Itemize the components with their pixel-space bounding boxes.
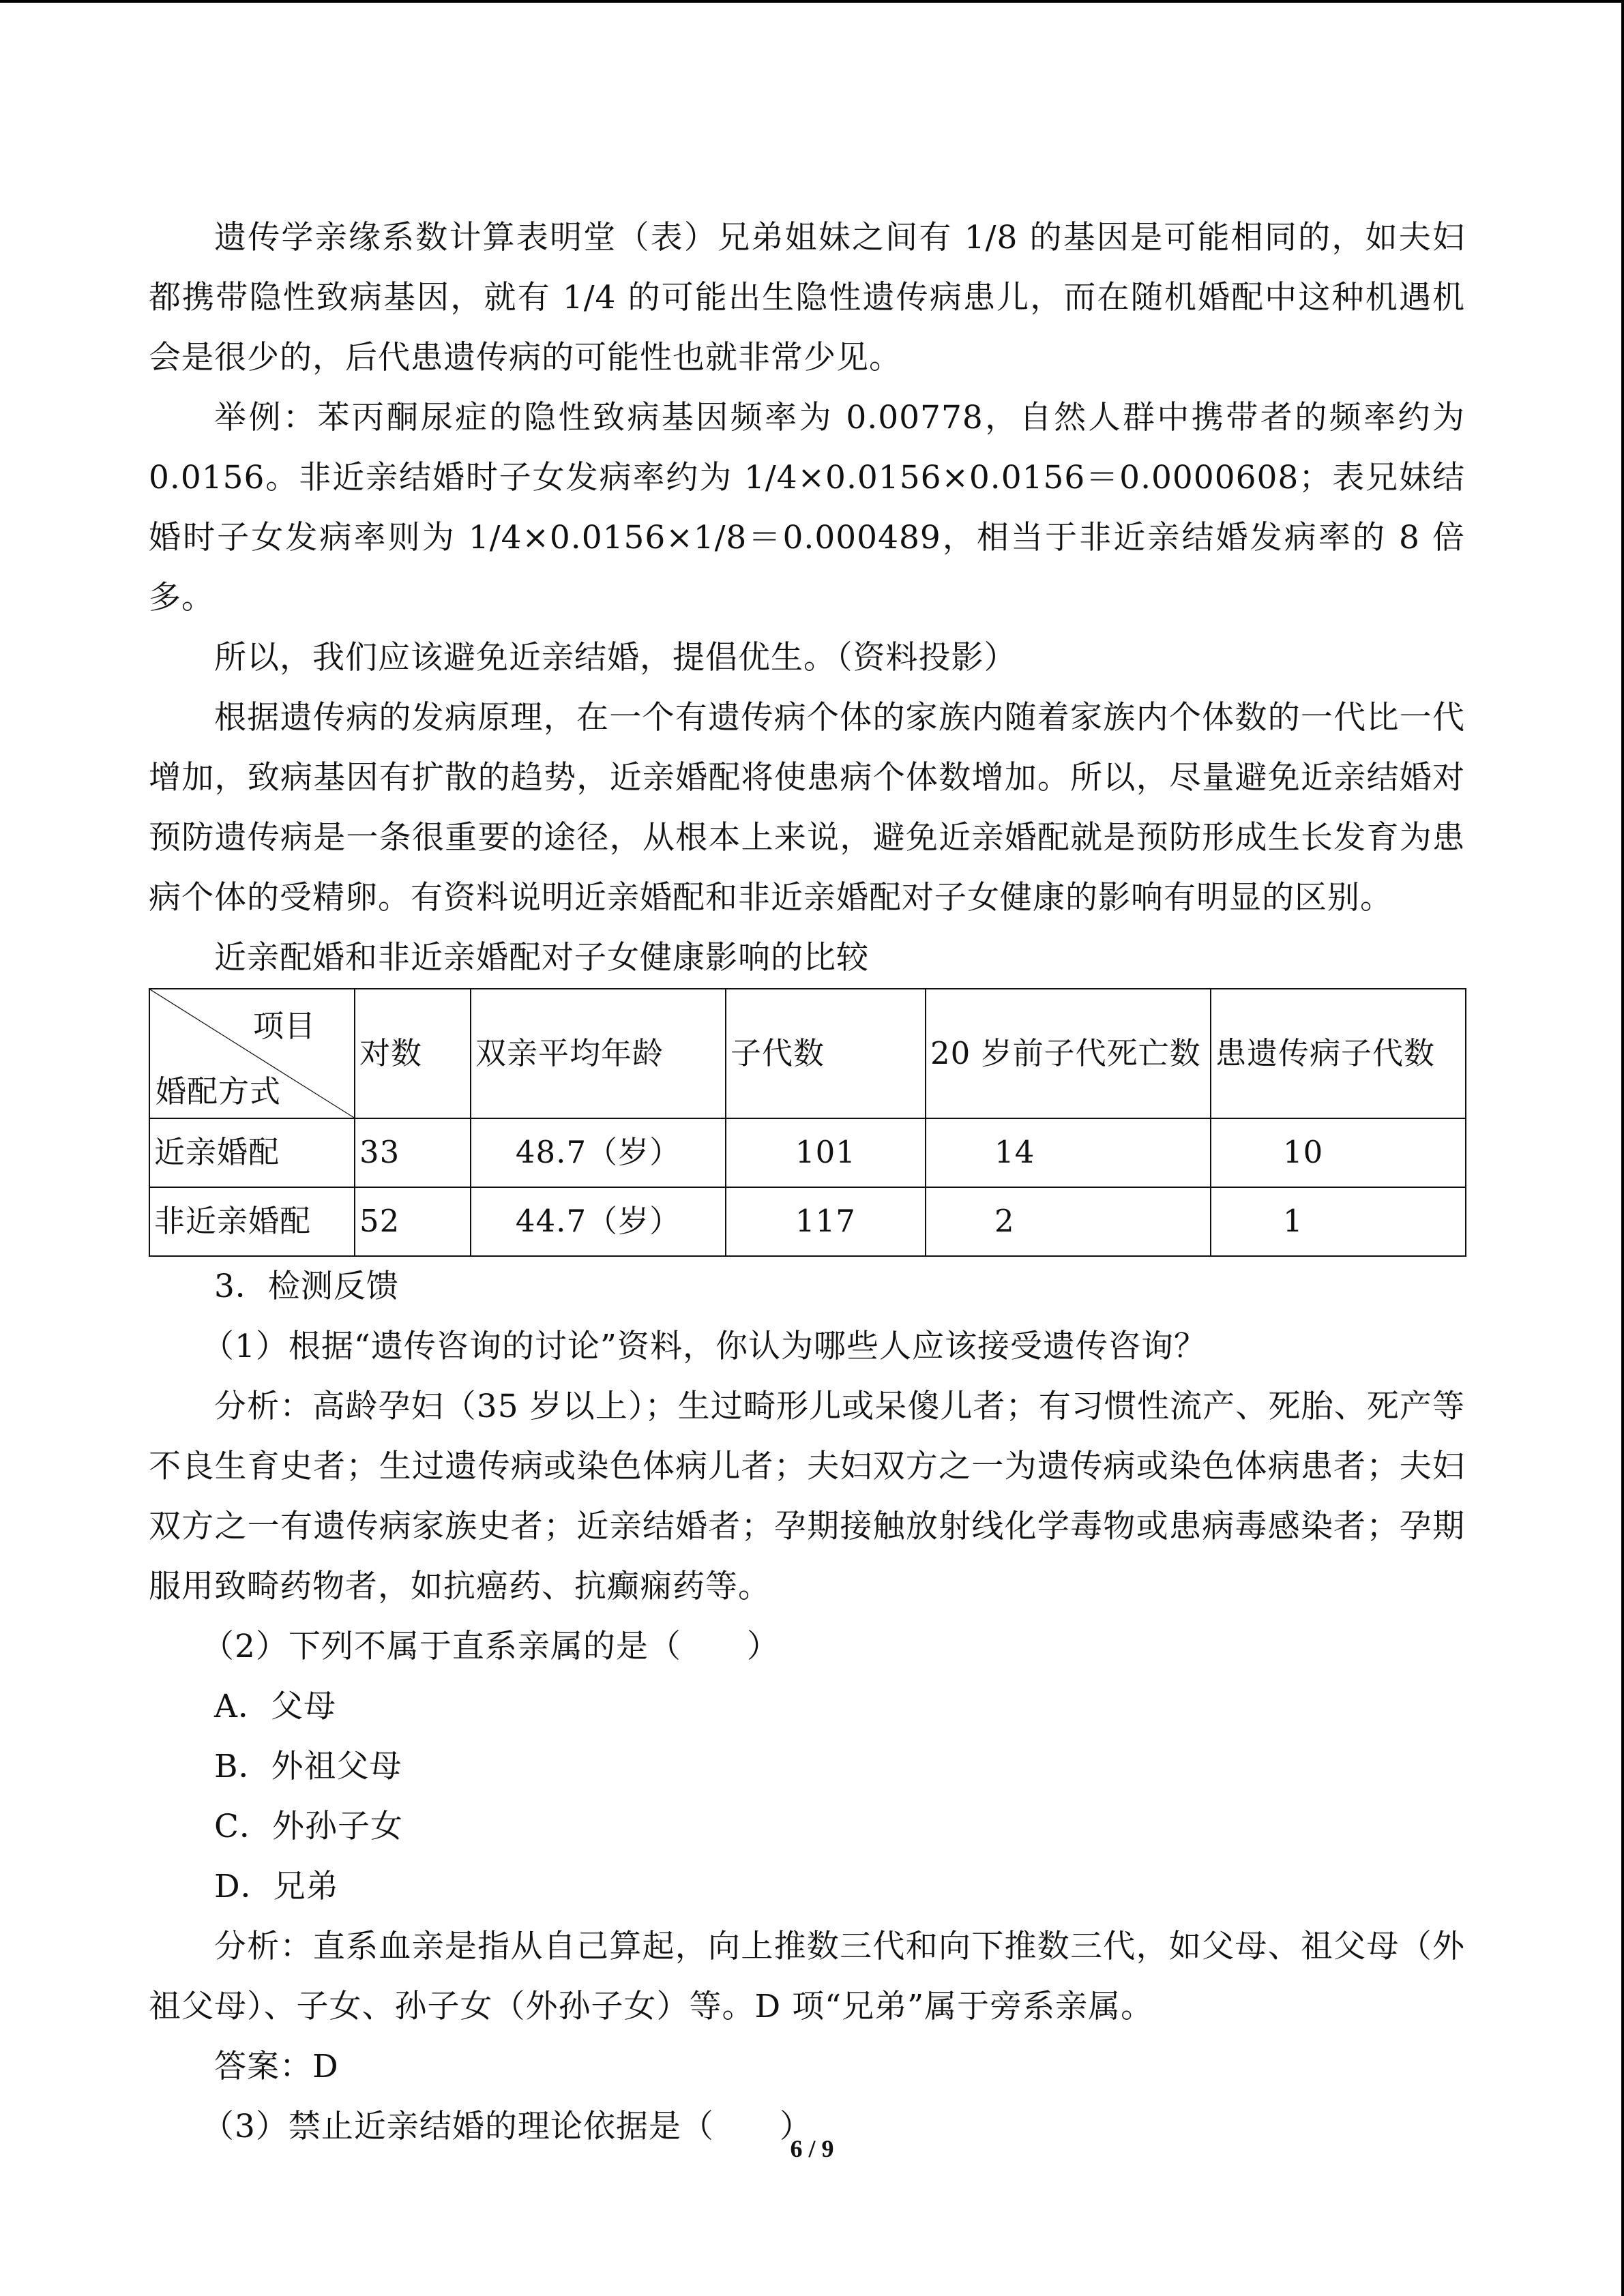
cell-disease: 10 (1211, 1118, 1466, 1187)
table-header-row (149, 989, 1466, 1118)
question-3: （3）禁止近亲结婚的理论依据是（ ） (202, 2108, 812, 2145)
cell-deaths: 2 (926, 1187, 1211, 1256)
cell-parent-age: 48.7（岁） (471, 1118, 726, 1187)
table-corner-cell (149, 989, 355, 1118)
header-pairs: 对数 (355, 989, 471, 1118)
cell-deaths: 14 (926, 1118, 1211, 1187)
corner-label-marriage-type: 婚配方式 (156, 1073, 282, 1109)
paragraph-kinship-coefficient: 遗传学亲缘系数计算表明堂（表）兄弟姐妹之间有 1/8 的基因是可能相同的，如夫妇都携带隐性致病基因，就有 1/4 的可能出生隐性遗传病患儿，而在随机婚配中这种机遇机会是很少的，后代患遗传病的可能性也就非常少见。 (149, 219, 1465, 376)
header-offspring: 子代数 (726, 989, 926, 1118)
header-genetic-disease: 患遗传病子代数 (1211, 989, 1466, 1118)
page-border-top (0, 0, 1624, 3)
corner-label-item: 项目 (252, 1008, 316, 1044)
cell-pairs: 33 (355, 1118, 471, 1187)
page-content (149, 208, 1465, 2157)
paragraph-disease-principle: 根据遗传病的发病原理，在一个有遗传病个体的家族内随着家族内个体数的一代比一代增加，致病基因有扩散的趋势，近亲婚配将使患病个体数增加。所以，尽量避免近亲结婚对预防遗传病是一条很重要的途径，从根本上来说，避免近亲婚配就是预防形成生长发育为患病个体的受精卵。有资料说明近亲婚配和非近亲婚配对子女健康的影响有明显的区别。 (149, 699, 1465, 916)
row-label: 近亲婚配 (149, 1118, 355, 1187)
option-b: B．外祖父母 (214, 1748, 402, 1785)
table-row (149, 1118, 1466, 1187)
header-deaths-before-20: 20 岁前子代死亡数 (926, 989, 1211, 1118)
question-2-answer: 答案：D (214, 2048, 339, 2085)
question-1-analysis: 分析：高龄孕妇（35 岁以上）；生过畸形儿或呆傻儿者；有习惯性流产、死胎、死产等不良生育史者；生过遗传病或染色体病儿者；夫妇双方之一为遗传病或染色体病患者；夫妇双方之一有遗传病家族史者；近亲结婚者；孕期接触放射线化学毒物或患病毒感染者；孕期服用致畸药物者，如抗癌药、抗癫痫药等。 (149, 1388, 1465, 1605)
table-row (149, 1187, 1466, 1256)
option-c: C．外孙子女 (214, 1808, 403, 1845)
cell-pairs: 52 (355, 1187, 471, 1256)
cell-parent-age: 44.7（岁） (471, 1187, 726, 1256)
row-label: 非近亲婚配 (149, 1187, 355, 1256)
cell-offspring: 101 (726, 1118, 926, 1187)
option-d: D．兄弟 (214, 1868, 339, 1905)
cell-disease: 1 (1211, 1187, 1466, 1256)
cell-offspring: 117 (726, 1187, 926, 1256)
paragraph-pku-example: 举例：苯丙酮尿症的隐性致病基因频率为 0.00778，自然人群中携带者的频率约为 0.0156。非近亲结婚时子女发病率约为 1/4×0.0156×0.0156＝0.0000608；表兄妹结婚时子女发病率则为 1/4×0.0156×1/8＝0.000489，相当于非近亲结婚发病率的 8 倍多。 (149, 399, 1465, 616)
header-parent-age: 双亲平均年龄 (471, 989, 726, 1118)
table-caption: 近亲配婚和非近亲婚配对子女健康影响的比较 (214, 939, 869, 976)
option-a: A．父母 (214, 1688, 336, 1725)
section-heading: 3．检测反馈 (214, 1268, 399, 1305)
comparison-table (149, 988, 1466, 1257)
page-border-right (1621, 0, 1624, 2296)
page-number: 6 / 9 (790, 2135, 834, 2162)
question-2-analysis: 分析：直系血亲是指从自己算起，向上推数三代和向下推数三代，如父母、祖父母（外祖父母）、子女、孙子女（外孙子女）等。D 项“兄弟”属于旁系亲属。 (149, 1928, 1465, 2025)
question-2: （2）下列不属于直系亲属的是（ ） (202, 1628, 780, 1665)
paragraph-avoid-consanguinity: 所以，我们应该避免近亲结婚，提倡优生。（资料投影） (214, 639, 1017, 676)
question-1: （1）根据“遗传咨询的讨论”资料，你认为哪些人应该接受遗传咨询？ (202, 1328, 1207, 1365)
